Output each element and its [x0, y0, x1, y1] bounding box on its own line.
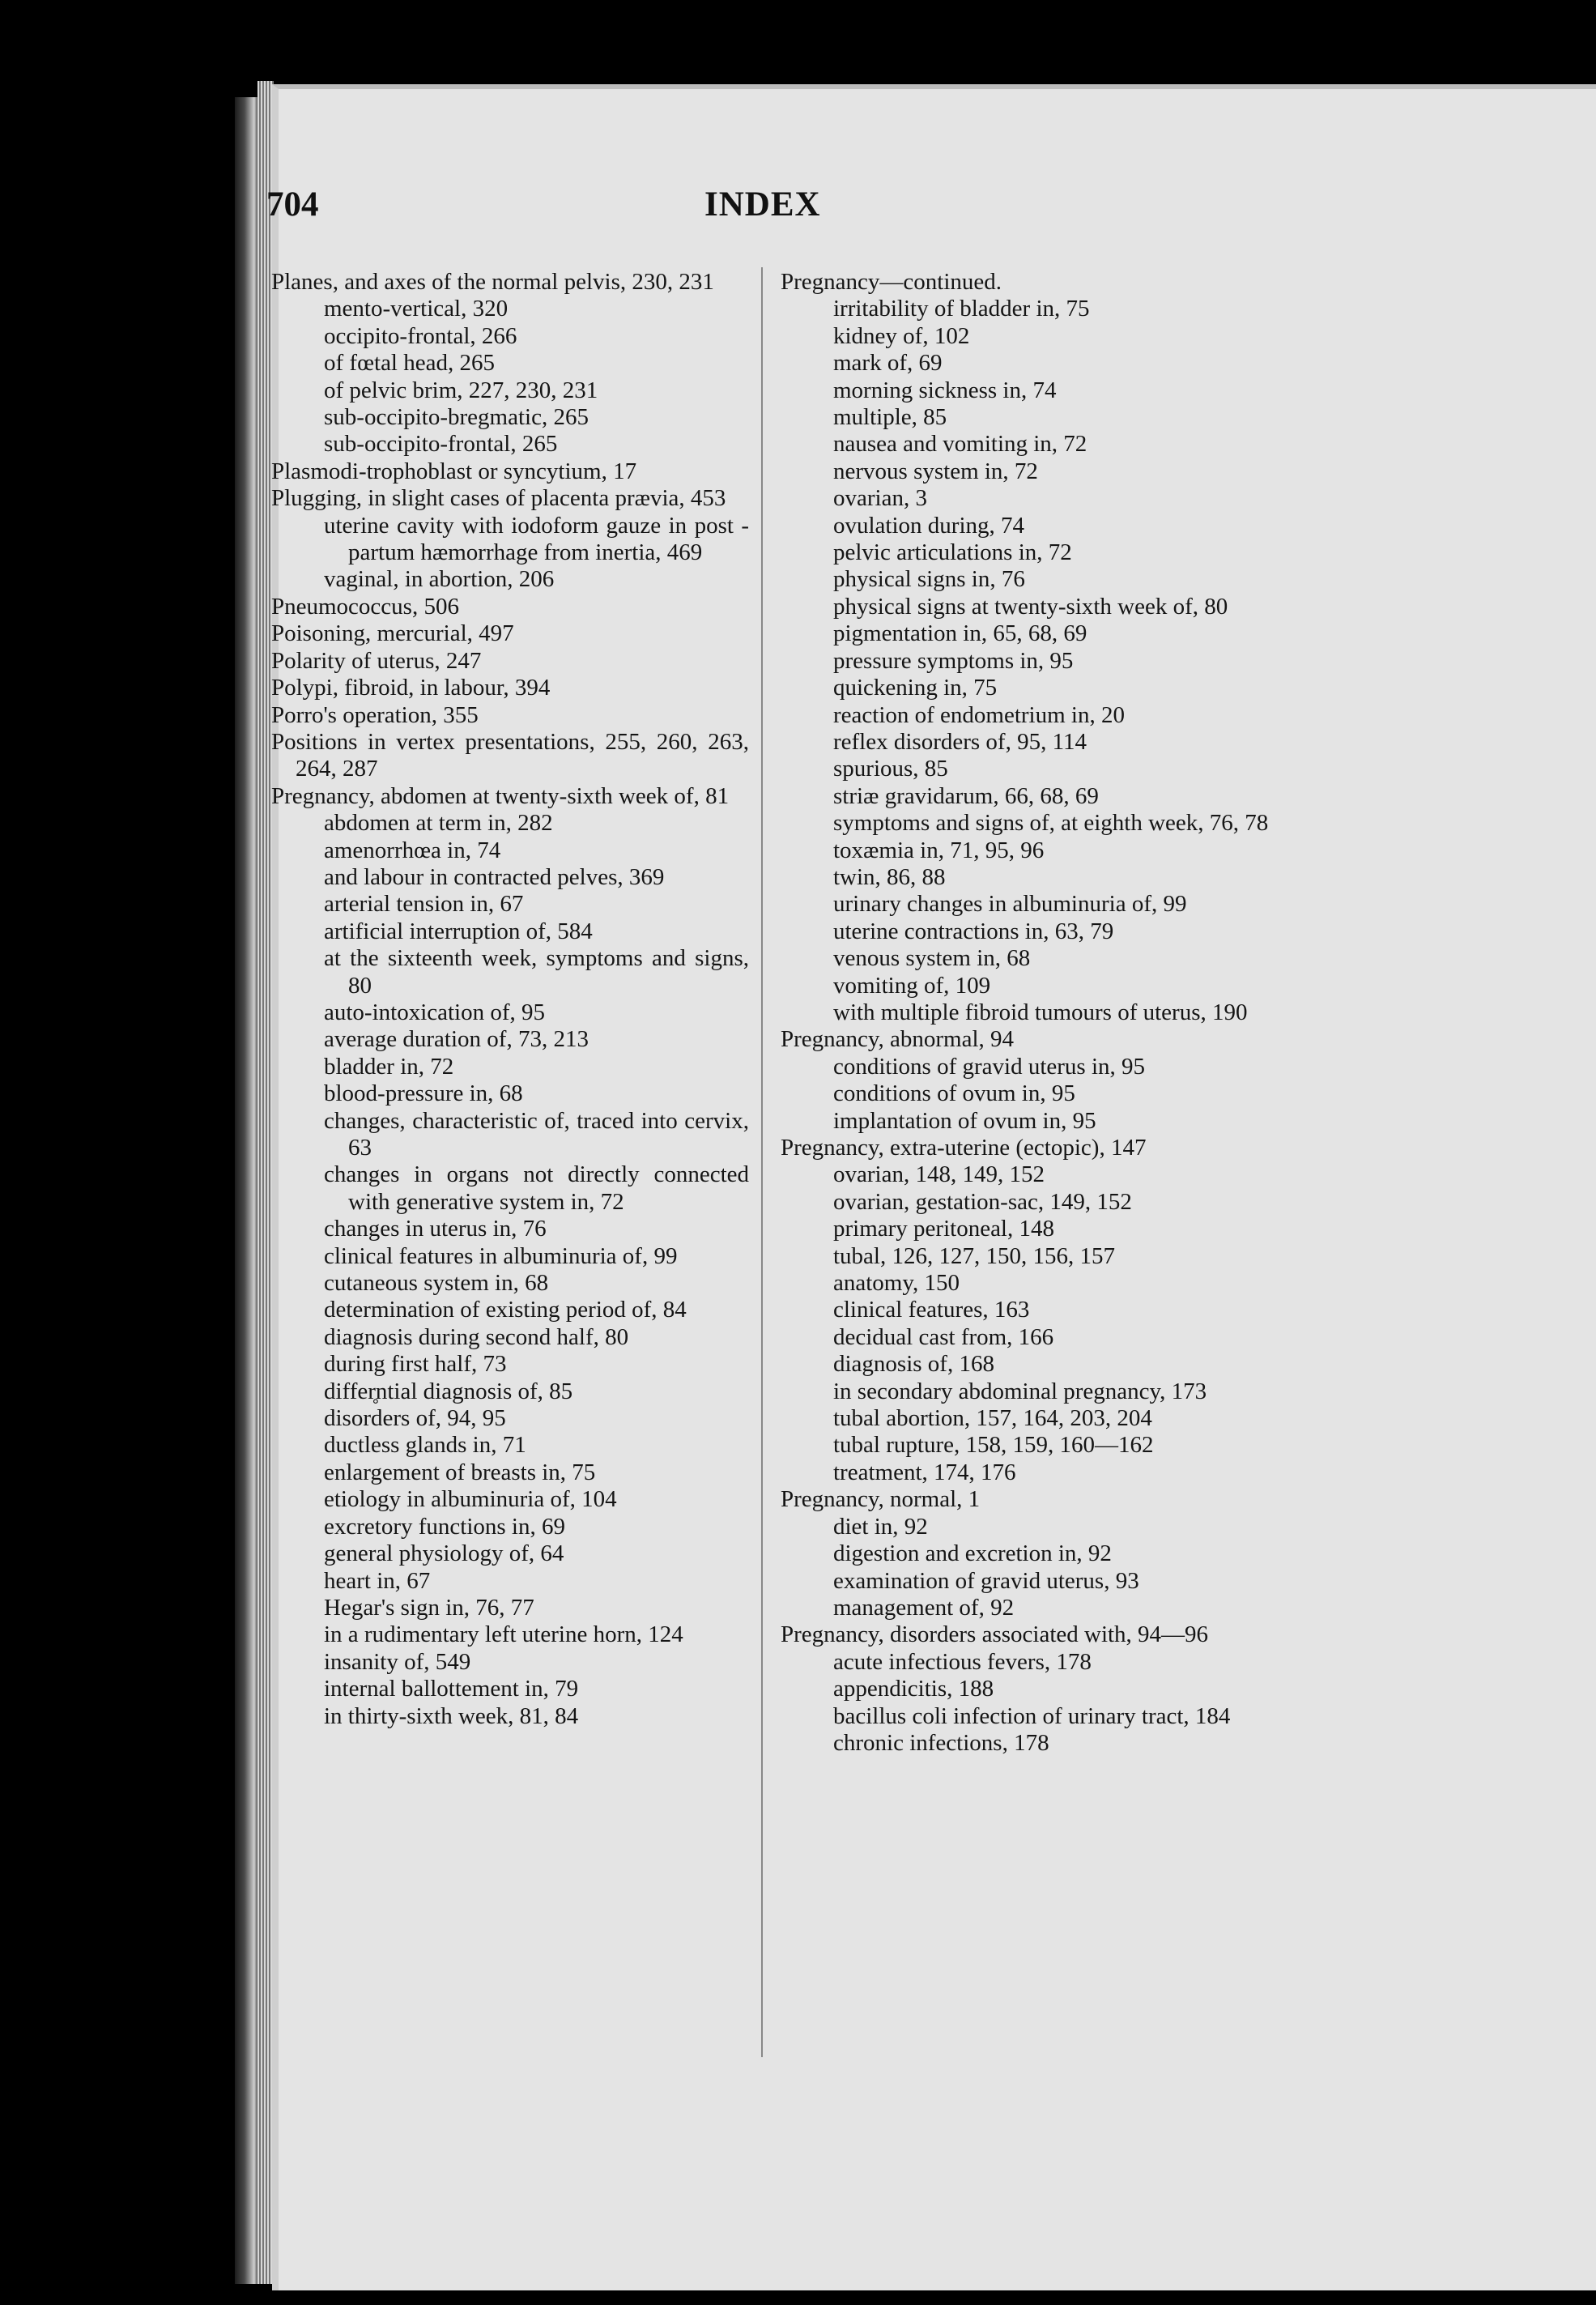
index-subentry: acute infectious fevers, 178 — [833, 1648, 1092, 1675]
index-subentry: of pelvic brim, 227, 230, 231 — [324, 377, 598, 403]
index-subentry: pelvic articulations in, 72 — [833, 539, 1072, 566]
index-heading-entry: Planes, and axes of the normal pelvis, 230, 231 — [271, 269, 714, 295]
index-subentry: tubal rupture, 158, 159, 160—162 — [833, 1432, 1154, 1459]
index-subentry: ovarian, gestation-sac, 149, 152 — [833, 1188, 1132, 1215]
index-subentry: general physiology of, 64 — [324, 1540, 564, 1567]
index-subentry: nausea and vomiting in, 72 — [833, 431, 1087, 458]
index-subentry: abdomen at term in, 282 — [324, 810, 553, 837]
index-subentry: primary peritoneal, 148 — [833, 1216, 1054, 1242]
index-subentry: venous system in, 68 — [833, 945, 1031, 972]
index-subentry: kidney of, 102 — [833, 322, 970, 349]
index-subentry: insanity of, 549 — [324, 1648, 471, 1675]
index-subentry: disorders of, 94, 95 — [324, 1405, 506, 1432]
index-subentry: mark of, 69 — [833, 350, 943, 377]
index-subentry: and labour in contracted pelves, 369 — [324, 863, 665, 890]
index-subentry: determination of existing period of, 84 — [324, 1297, 687, 1323]
index-subentry: internal ballottement in, 79 — [324, 1676, 579, 1702]
index-subentry: bacillus coli infection of urinary tract, 184 — [833, 1702, 1231, 1729]
index-subentry: excretory functions in, 69 — [324, 1513, 565, 1540]
index-subentry: treatment, 174, 176 — [833, 1459, 1016, 1485]
index-subentry: in secondary abdominal pregnancy, 173 — [833, 1378, 1207, 1404]
index-subentry: chronic infections, 178 — [833, 1729, 1049, 1756]
index-subentry: sub-occipito-bregmatic, 265 — [324, 404, 589, 431]
index-column-right — [781, 269, 1279, 1757]
index-subentry: reaction of endometrium in, 20 — [833, 701, 1125, 728]
index-subentry: morning sickness in, 74 — [833, 377, 1057, 403]
index-subentry: ovulation during, 74 — [833, 512, 1025, 539]
index-subentry: enlargement of breasts in, 75 — [324, 1459, 596, 1485]
index-subentry: physical signs at twenty-sixth week of, 80 — [833, 593, 1228, 620]
index-subentry: anatomy, 150 — [833, 1270, 960, 1297]
index-subentry: conditions of ovum in, 95 — [833, 1080, 1075, 1107]
running-title: INDEX — [704, 185, 821, 224]
index-heading-entry: Pregnancy, abnormal, 94 — [781, 1026, 1015, 1053]
index-subentry: vaginal, in abortion, 206 — [324, 566, 555, 593]
index-subentry: artificial interruption of, 584 — [324, 918, 593, 944]
index-subentry: quickening in, 75 — [833, 675, 998, 701]
index-heading-entry: Pregnancy, normal, 1 — [781, 1486, 981, 1513]
index-heading-entry: Poisoning, mercurial, 497 — [271, 620, 514, 647]
index-subentry: auto-intoxication of, 95 — [324, 999, 546, 1025]
index-subentry: changes in uterus in, 76 — [324, 1216, 547, 1242]
index-subentry: amenorrhœa in, 74 — [324, 837, 501, 863]
index-subentry: arterial tension in, 67 — [324, 891, 524, 918]
index-subentry: physical signs in, 76 — [833, 566, 1025, 593]
index-subentry: twin, 86, 88 — [833, 863, 946, 890]
column-divider — [761, 267, 763, 2057]
index-column-left — [271, 269, 749, 1730]
page-number: 704 — [266, 185, 319, 224]
index-subentry: conditions of gravid uterus in, 95 — [833, 1053, 1146, 1080]
index-subentry: digestion and excretion in, 92 — [833, 1540, 1112, 1567]
index-subentry: at the sixteenth week, symptoms and signs, 80 — [324, 945, 749, 999]
index-subentry: tubal, 126, 127, 150, 156, 157 — [833, 1242, 1115, 1269]
index-subentry: pressure symptoms in, 95 — [833, 647, 1074, 674]
index-subentry: diet in, 92 — [833, 1513, 928, 1540]
index-subentry: clinical features, 163 — [833, 1297, 1030, 1323]
index-subentry: clinical features in albuminuria of, 99 — [324, 1242, 678, 1269]
index-heading-entry: Pregnancy, extra-uterine (ectopic), 147 — [781, 1135, 1147, 1161]
index-subentry: uterine cavity with iodoform gauze in post - partum hæmorrhage from inertia, 469 — [324, 512, 749, 566]
index-subentry: vomiting of, 109 — [833, 972, 991, 999]
index-heading-entry: Pneumococcus, 506 — [271, 593, 459, 620]
index-subentry: diagnosis of, 168 — [833, 1351, 994, 1378]
index-subentry: occipito-frontal, 266 — [324, 322, 517, 349]
index-subentry: toxæmia in, 71, 95, 96 — [833, 837, 1045, 863]
index-subentry: mento-vertical, 320 — [324, 296, 509, 322]
index-subentry: pigmentation in, 65, 68, 69 — [833, 620, 1087, 647]
index-subentry: symptoms and signs of, at eighth week, 76, 78 — [833, 810, 1269, 837]
index-subentry: diagnosis during second half, 80 — [324, 1323, 629, 1350]
index-subentry: irritability of bladder in, 75 — [833, 296, 1090, 322]
index-subentry: ovarian, 148, 149, 152 — [833, 1161, 1045, 1188]
index-heading-entry: Pregnancy, disorders associated with, 94—96 — [781, 1621, 1209, 1648]
index-heading-entry: Pregnancy—continued. — [781, 269, 1002, 295]
index-subentry: sub-occipito-frontal, 265 — [324, 431, 558, 458]
index-subentry: changes in organs not directly connected with generative system in, 72 — [324, 1161, 749, 1215]
index-subentry: average duration of, 73, 213 — [324, 1026, 589, 1053]
index-subentry: cutaneous system in, 68 — [324, 1270, 549, 1297]
index-subentry: urinary changes in albuminuria of, 99 — [833, 891, 1187, 918]
index-heading-entry: Polypi, fibroid, in labour, 394 — [271, 675, 551, 701]
index-subentry: in a rudimentary left uterine horn, 124 — [324, 1621, 683, 1648]
index-subentry: uterine contractions in, 63, 79 — [833, 918, 1114, 944]
index-subentry: during first half, 73 — [324, 1351, 507, 1378]
index-heading-entry: Plasmodi-trophoblast or syncytium, 17 — [271, 458, 637, 484]
index-subentry: implantation of ovum in, 95 — [833, 1107, 1096, 1134]
index-heading-entry: Positions in vertex presentations, 255, 260, 263, 264, 287 — [271, 728, 749, 782]
index-heading-entry: Plugging, in slight cases of placenta prævia, 453 — [271, 485, 726, 512]
index-subentry: heart in, 67 — [324, 1567, 431, 1594]
index-subentry: management of, 92 — [833, 1594, 1015, 1621]
index-subentry: spurious, 85 — [833, 756, 948, 782]
index-subentry: bladder in, 72 — [324, 1053, 454, 1080]
index-subentry: with multiple fibroid tumours of uterus, 190 — [833, 999, 1248, 1025]
index-heading-entry: Pregnancy, abdomen at twenty-sixth week of, 81 — [271, 782, 730, 809]
index-subentry: of fœtal head, 265 — [324, 350, 495, 377]
index-subentry: decidual cast from, 166 — [833, 1323, 1054, 1350]
index-subentry: reflex disorders of, 95, 114 — [833, 728, 1087, 755]
index-subentry: blood-pressure in, 68 — [324, 1080, 523, 1107]
index-subentry: changes, characteristic of, traced into cervix, 63 — [324, 1107, 749, 1161]
index-heading-entry: Porro's operation, 355 — [271, 701, 479, 728]
index-heading-entry: Polarity of uterus, 247 — [271, 647, 482, 674]
index-subentry: appendicitis, 188 — [833, 1676, 994, 1702]
index-subentry: in thirty-sixth week, 81, 84 — [324, 1702, 579, 1729]
index-subentry: examination of gravid uterus, 93 — [833, 1567, 1139, 1594]
index-subentry: nervous system in, 72 — [833, 458, 1038, 484]
index-subentry: ductless glands in, 71 — [324, 1432, 526, 1459]
index-subentry: striæ gravidarum, 66, 68, 69 — [833, 782, 1099, 809]
index-subentry: tubal abortion, 157, 164, 203, 204 — [833, 1405, 1152, 1432]
index-subentry: multiple, 85 — [833, 404, 947, 431]
index-subentry: Hegar's sign in, 76, 77 — [324, 1594, 534, 1621]
index-subentry: ovarian, 3 — [833, 485, 927, 512]
index-subentry: etiology in albuminuria of, 104 — [324, 1486, 617, 1513]
index-subentry: differ̥ntial diagnosis of, 85 — [324, 1378, 573, 1404]
